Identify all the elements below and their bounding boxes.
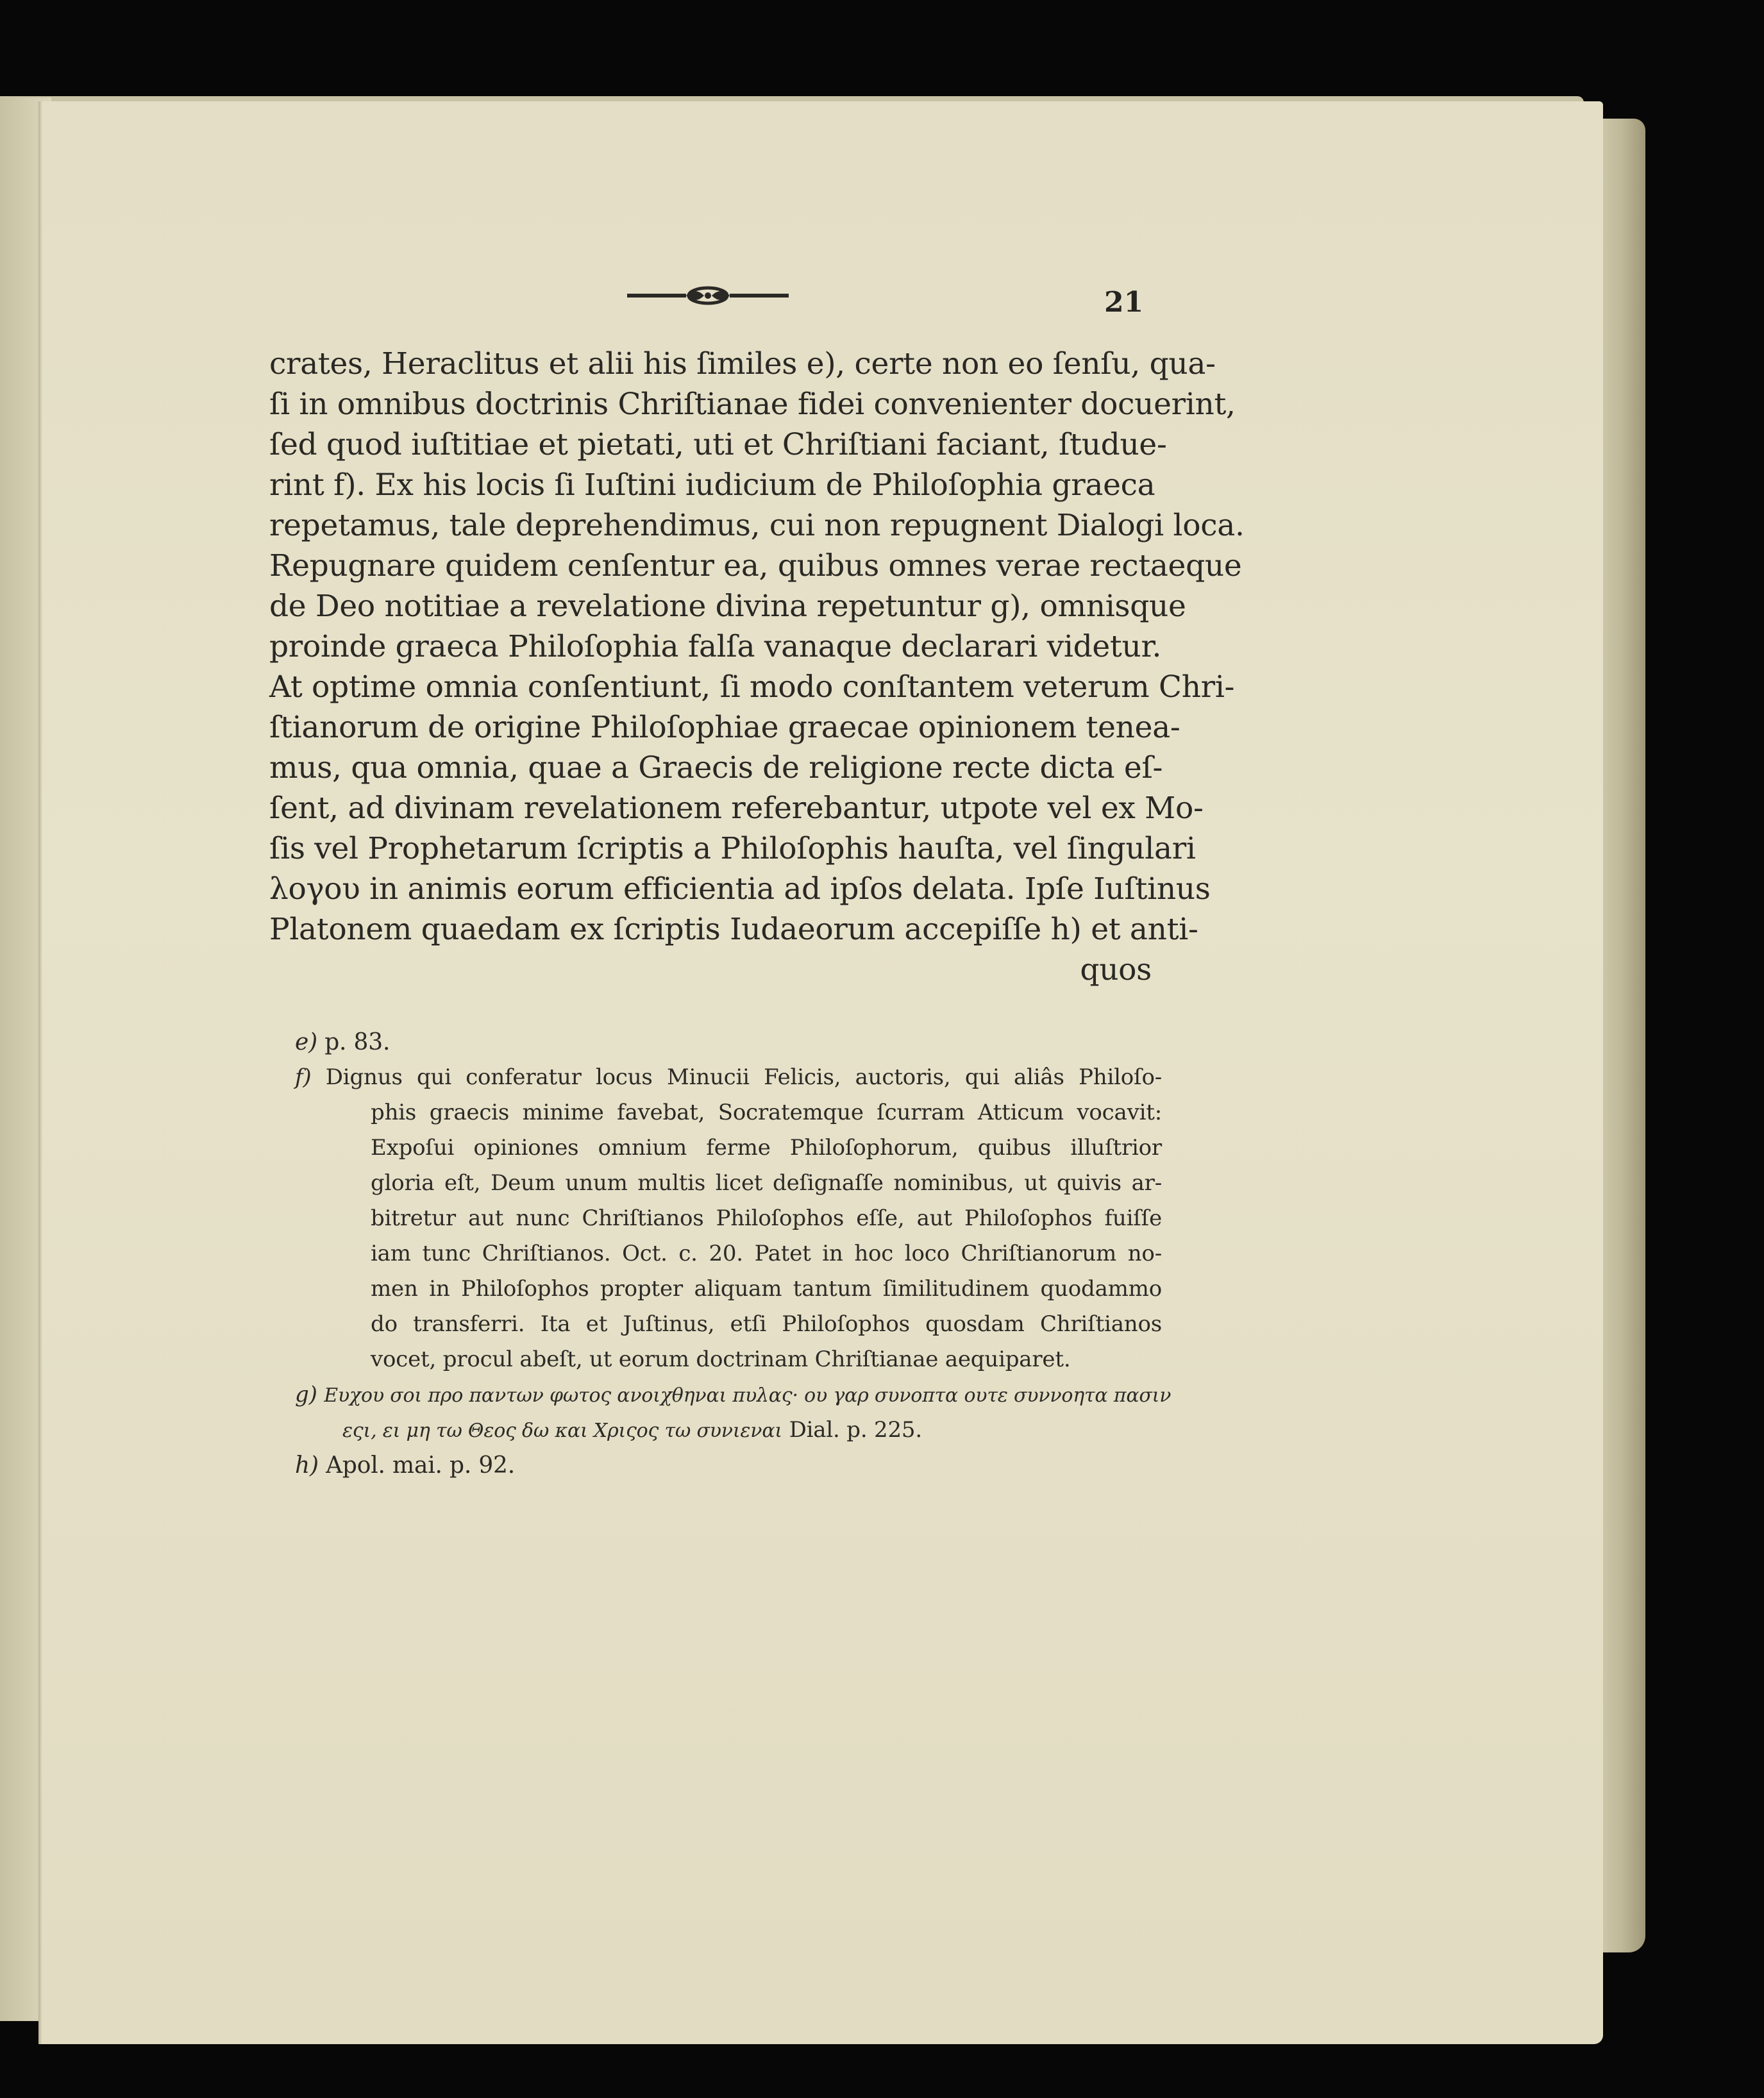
body-line: proinde graeca Philoſophia falſa vanaque declarari videtur.: [269, 629, 1162, 664]
body-line: repetamus, tale deprehendimus, cui non repugnent Dialogi loca.: [269, 508, 1245, 543]
body-line: mus, qua omnia, quae a Graecis de religione recte dicta eſ-: [269, 750, 1163, 785]
body-line: Repugnare quidem cenſentur ea, quibus omnes verae rectaeque: [269, 548, 1242, 583]
footnote-line: bitretur aut nunc Chriſtianos Philoſophos eſſe, aut Philoſophos fuiſſe: [371, 1205, 1162, 1231]
footnote-marker: h): [295, 1452, 319, 1479]
gutter-fold: [38, 101, 42, 2044]
footnote-line: vocet, procul abeſt, ut eorum doctrinam Chriſtianae aequiparet.: [371, 1347, 1071, 1372]
footnote-line: phis graecis minime favebat, Socratemque ſcurram Atticum vocavit:: [371, 1100, 1162, 1125]
citation: Dial. p. 225.: [789, 1417, 922, 1443]
body-line: ſi in omnibus doctrinis Chriſtianae fidei convenienter docuerint,: [269, 387, 1236, 422]
body-line: crates, Heraclitus et alii his ſimiles e), certe non eo ſenſu, qua-: [269, 346, 1216, 382]
footnote-line: [342, 1413, 1162, 1448]
header-ornament-icon: [627, 285, 789, 306]
greek-quote: εςι, ει μη τω Θεος δω και Χριςος τω συνιεναι: [342, 1420, 782, 1442]
footnote-text: Apol. mai. p. 92.: [326, 1452, 515, 1479]
body-line: ſent, ad divinam revelationem referebantur, utpote vel ex Mo-: [269, 791, 1204, 826]
footnote-f: [295, 1060, 1162, 1095]
body-line: ſtianorum de origine Philoſophiae graecae opinionem tenea-: [269, 710, 1180, 745]
footnote-line: iam tunc Chriſtianos. Oct. c. 20. Patet in hoc loco Chriſtianorum no-: [371, 1241, 1162, 1266]
page-number: 21: [1104, 286, 1144, 319]
body-line: de Deo notitiae a revelatione divina repetuntur g), omnisque: [269, 589, 1186, 624]
body-line: ſed quod iuſtitiae et pietati, uti et Chriſtiani faciant, ſtudue-: [269, 427, 1167, 462]
footnotes: [295, 1025, 1172, 1483]
footnote-line: gloria eſt, Deum unum multis licet deſignaſſe nominibus, ut quivis ar-: [371, 1170, 1162, 1196]
footnote-h: [295, 1448, 1162, 1483]
footnote-line: Expoſui opiniones omnium ferme Philoſophorum, quibus illuſtrior: [371, 1135, 1162, 1161]
footnote-marker: f): [295, 1064, 312, 1090]
greek-quote: Ευχου σοι προ παντων φωτος ανοιχθηναι πυλας· ου γαρ συνοπτα ουτε συννοητα πασιν: [324, 1384, 1172, 1407]
body-line: λογου in animis eorum efficientia ad ipſos delata. Ipſe Iuſtinus: [269, 871, 1211, 907]
body-line: At optime omnia conſentiunt, ſi modo conſtantem veterum Chri-: [269, 669, 1235, 705]
footnote-e: [295, 1025, 1162, 1060]
footnote-text: p. 83.: [324, 1029, 391, 1055]
body-line: ſis vel Prophetarum ſcriptis a Philoſophis hauſta, vel ſingulari: [269, 831, 1196, 866]
body-text: [269, 344, 1245, 990]
footnote-marker: e): [295, 1029, 317, 1055]
body-line: rint f). Ex his locis ſi Iuſtini iudicium de Philoſophia graeca: [269, 467, 1155, 503]
body-line: Platonem quaedam ex ſcriptis Iudaeorum accepiſſe h) et anti-: [269, 912, 1198, 947]
catchword: quos: [1080, 952, 1152, 987]
footnote-g: [295, 1377, 1172, 1413]
footnote-line: men in Philoſophos propter aliquam tantum ſimilitudinem quodammo: [371, 1276, 1162, 1302]
footnote-marker: g): [295, 1382, 317, 1407]
footnote-text: Dignus qui conferatur locus Minucii Felicis, auctoris, qui aliâs Philoſo-: [325, 1064, 1163, 1090]
footnote-line: do transferri. Ita et Juſtinus, etſi Philoſophos quosdam Chriſtianos: [371, 1311, 1162, 1337]
